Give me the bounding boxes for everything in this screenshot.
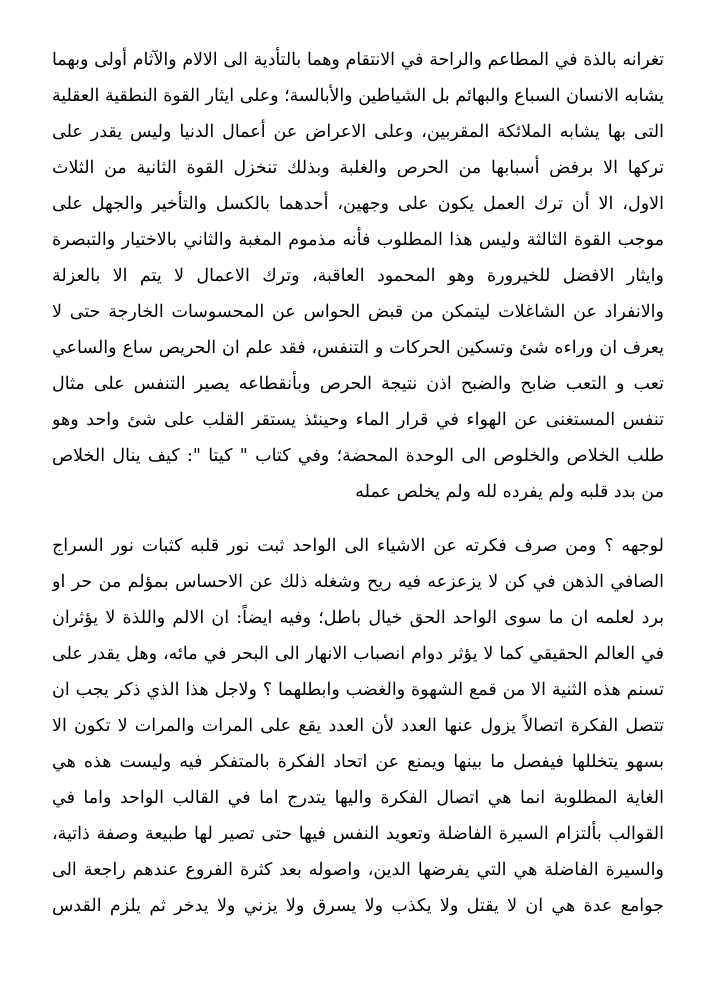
text-line: والسيرة الفاضلة هي التي يفرضها الدين، واصوله بعد كثرة الفروع عندهم راجعة الى: [52, 860, 664, 880]
text-line: طلب الخلاص والخلوص الى الوحدة المحضة؛ وفي كتاب " كيتا ": كيف ينال الخلاص: [52, 446, 664, 466]
text-line: تتصل الفكرة اتصالاً يزول عنها العدد لأن العدد يقع على المرات والمرات لا تكون الا: [52, 716, 664, 736]
text-line: الغاية المطلوبة انما هي اتصال الفكرة واليها يتدرج اما في القالب الواحد واما في: [52, 788, 664, 808]
text-line: الصافي الذهن في كن لا يزعزعه فيه ريح وشغله ذلك عن الاحساس بمؤلم من حر او: [52, 572, 664, 592]
text-line: برد لعلمه ان ما سوى الواحد الحق خيال باطل؛ وفيه ايضاً: ان الالم واللذة لا يؤثران: [52, 608, 664, 628]
text-line: والانفراد عن الشاغلات ليتمكن من قبض الحواس عن المحسوسات الخارجة حتى لا: [52, 302, 664, 322]
paragraph-2: [52, 528, 664, 924]
text-line: بسهو يتخللها فيفصل ما بينها ويمنع عن اتحاد الفكرة بالمتفكر فيه وليست هذه هي: [52, 752, 664, 772]
text-line: تغرانه بالذة في المطاعم والراحة في الانتقام وهما بالتأدية الى الالام والآثام أولى وبهما: [52, 50, 664, 70]
paragraph-1: [52, 42, 664, 510]
text-line: التى بها يشابه الملائكة المقربين، وعلى الاعراض عن أعمال الدنيا وليس يقدر على: [52, 122, 664, 142]
document-page: [52, 42, 664, 924]
text-line: تنفس المستغنى عن الهواء في قرار الماء وحينئذ يستقر القلب على شئ واحد وهو: [52, 410, 664, 430]
text-line-last: من بدد قلبه ولم يفرده لله ولم يخلص عمله: [355, 482, 664, 502]
text-line: وايثار الافضل للخيرورة وهو المحمود العاقبة، وترك الاعمال لا يتم الا بالعزلة: [52, 266, 664, 286]
text-line: جوامع عدة هي ان لا يقتل ولا يكذب ولا يسرق ولا يزني ولا يدخر ثم يلزم القدس: [52, 896, 664, 916]
text-line: يشابه الانسان السباع والبهائم بل الشياطين والأبالسة؛ وعلى ايثار القوة النطقية العقلية: [52, 86, 664, 106]
text-line: موجب القوة الثالثة وليس هذا المطلوب فأنه مذموم المغبة والثاني بالاختيار والتبصرة: [52, 230, 664, 250]
text-line: لوجهه ؟ ومن صرف فكرته عن الاشياء الى الواحد ثبت نور قلبه كثبات نور السراج: [52, 536, 664, 556]
text-line: يعرف ان وراءه شئ وتسكين الحركات و التنفس، فقد علم ان الحريص ساع والساعي: [52, 338, 664, 358]
text-line: في العالم الحقيقي كما لا يؤثر دوام انصباب الانهار الى البحر في مائه، وهل يقدر على: [52, 644, 664, 664]
text-line: القوالب بألتزام السيرة الفاضلة وتعويد النفس فيها حتى تصير لها طبيعة وصفة ذاتية،: [52, 824, 664, 844]
text-line: الاول، الا أن ترك العمل يكون على وجهين، أحدهما بالكسل والتأخير والجهل على: [52, 194, 664, 214]
text-line: تسنم هذه الثنية الا من قمع الشهوة والغضب وابطلهما ؟ ولاجل هذا الذي ذكر يجب ان: [52, 680, 664, 700]
text-line: تركها الا برفض أسبابها من الحرص والغلبة وبذلك تنخزل القوة الثانية من الثلاث: [52, 158, 664, 178]
text-line: تعب و التعب ضابح والضبح اذن نتيجة الحرص وبأنقطاعه يصير التنفس على مثال: [52, 374, 664, 394]
